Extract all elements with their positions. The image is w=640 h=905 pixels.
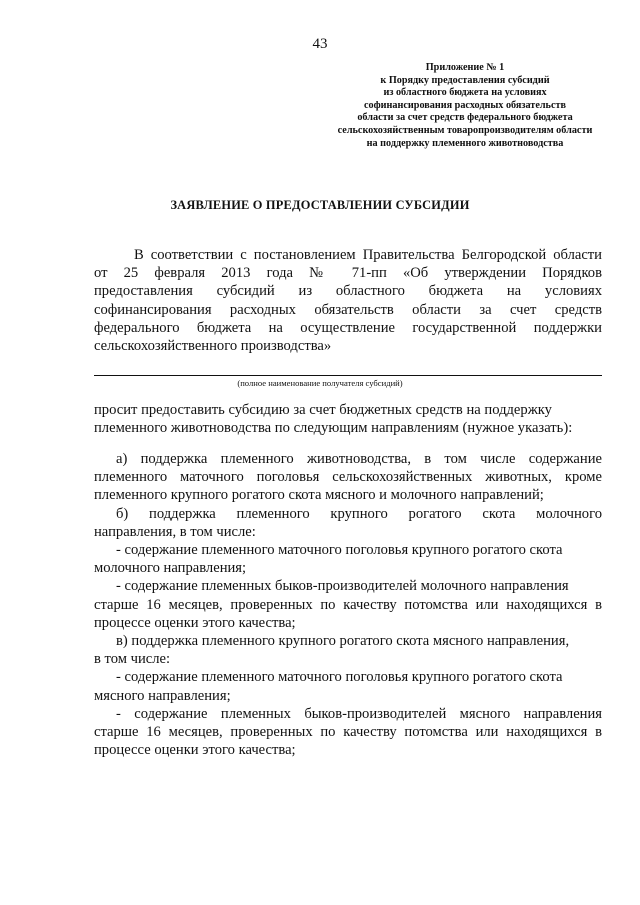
directions-list bbox=[94, 450, 602, 759]
appendix-line: к Порядку предоставления субсидий bbox=[380, 74, 550, 86]
body-line: а) поддержка племенного животноводства, в том числе содержание bbox=[116, 451, 602, 467]
intro-line: софинансирования расходных обязательств области за счет средств bbox=[94, 301, 602, 318]
body-line: старше 16 месяцев, проверенных по качеству потомства или находящихся в bbox=[94, 596, 602, 613]
body-line: - содержание племенного маточного поголовья крупного рогатого скота bbox=[116, 542, 563, 559]
document-title: ЗАЯВЛЕНИЕ О ПРЕДОСТАВЛЕНИИ СУБСИДИИ bbox=[170, 198, 470, 212]
request-line: просит предоставить субсидию за счет бюджетных средств на поддержку bbox=[94, 402, 552, 418]
appendix-line: сельскохозяйственным товаропроизводителям области bbox=[337, 124, 593, 136]
intro-line: федерального бюджета на осуществление государственной поддержки bbox=[94, 319, 602, 336]
appendix-line: софинансирования расходных обязательств bbox=[364, 99, 566, 111]
intro-line: предоставления субсидий из областного бюджета на условиях bbox=[94, 283, 602, 300]
intro-line: сельскохозяйственного производства» bbox=[94, 338, 332, 355]
body-line: мясного направления; bbox=[94, 687, 231, 704]
appendix-line: на поддержку племенного животноводства bbox=[366, 137, 564, 149]
body-line: - содержание племенного маточного поголовья крупного рогатого скота bbox=[116, 669, 563, 686]
body-line: б) поддержка племенного крупного рогатого скота молочного bbox=[116, 505, 602, 522]
intro-paragraph bbox=[94, 246, 602, 355]
request-paragraph bbox=[94, 401, 602, 437]
page-number: 43 bbox=[312, 36, 328, 52]
request-line: племенного животноводства по следующим направлениям (нужное указать): bbox=[94, 420, 573, 437]
body-line: старше 16 месяцев, проверенных по качеству потомства или находящихся в bbox=[94, 724, 602, 741]
body-line: направления, в том числе: bbox=[94, 523, 256, 540]
body-line: - содержание племенных быков-производителей мясного направления bbox=[116, 705, 602, 722]
intro-line: от 25 февраля 2013 года № 71-пп «Об утверждении Порядков bbox=[94, 265, 602, 282]
appendix-header bbox=[326, 62, 604, 150]
body-line: племенного крупного рогатого скота мясного и молочного направлений; bbox=[94, 487, 544, 504]
recipient-name-line bbox=[94, 375, 602, 376]
body-line: процессе оценки этого качества; bbox=[94, 742, 296, 759]
appendix-line: области за счет средств федерального бюджета bbox=[357, 112, 573, 124]
recipient-caption: (полное наименование получателя субсидий) bbox=[237, 378, 403, 388]
body-line: в том числе: bbox=[94, 651, 171, 668]
body-line: молочного направления; bbox=[94, 560, 247, 577]
body-line: - содержание племенных быков-производителей молочного направления bbox=[116, 578, 569, 595]
body-line: в) поддержка племенного крупного рогатого скота мясного направления, bbox=[116, 633, 570, 650]
body-line: процессе оценки этого качества; bbox=[94, 614, 296, 631]
appendix-line: Приложение № 1 bbox=[425, 62, 505, 73]
intro-line: В соответствии с постановлением Правительства Белгородской области bbox=[134, 247, 602, 263]
appendix-line: из областного бюджета на условиях bbox=[383, 87, 547, 99]
body-line: племенного маточного поголовья сельскохозяйственных животных, кроме bbox=[94, 469, 602, 486]
